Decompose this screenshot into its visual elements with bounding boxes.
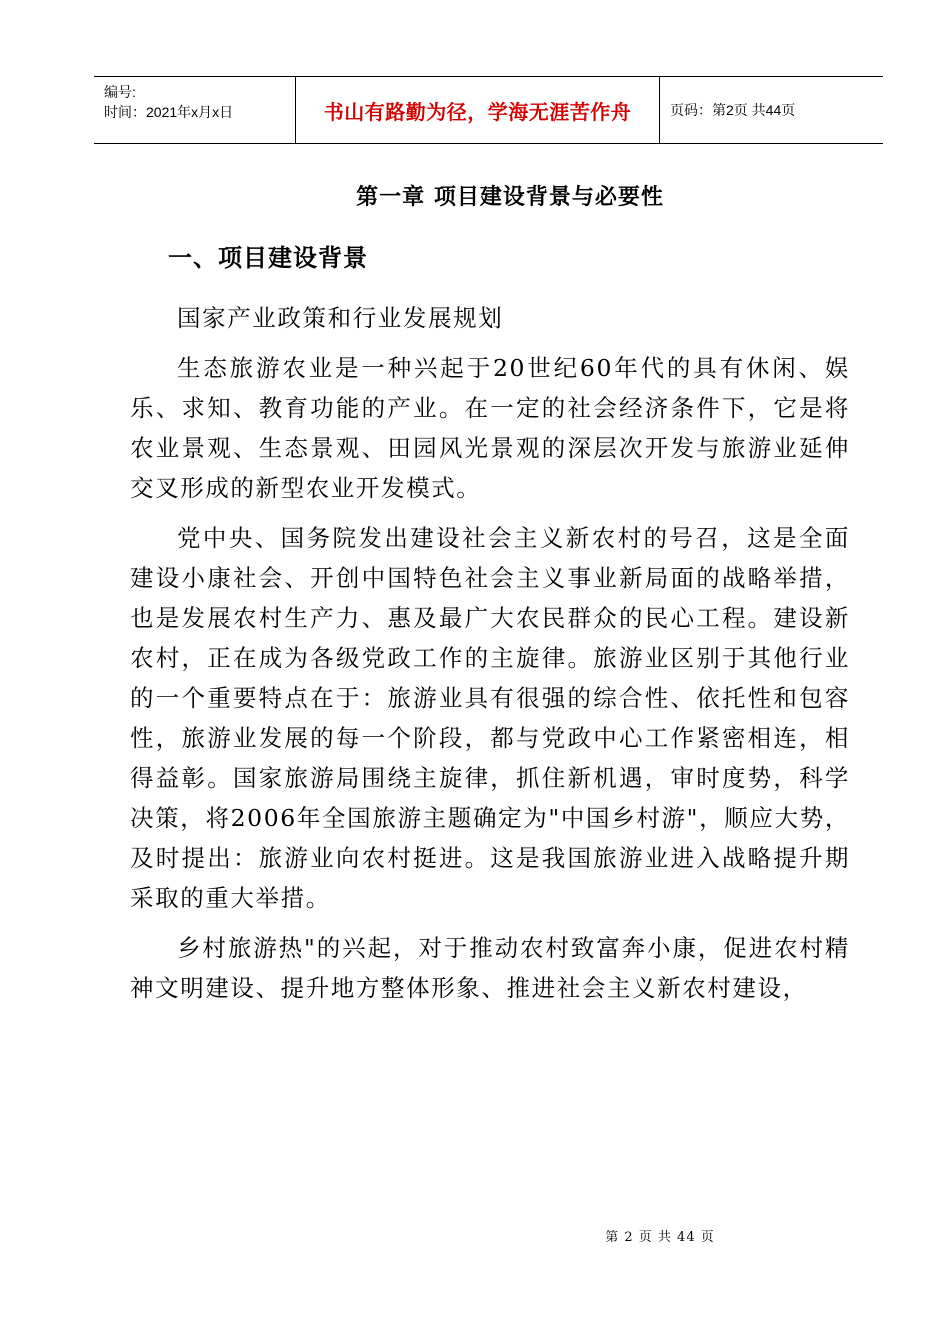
document-time-label: 时间：2021年x月x日 — [104, 104, 234, 120]
section-title: 一、项目建设背景 — [168, 244, 368, 272]
header-motto: 书山有路勤为径，学海无涯苦作舟 — [323, 99, 632, 124]
document-number-label: 编号: — [104, 84, 136, 100]
header-page-cell — [660, 77, 883, 143]
page-header — [94, 76, 883, 144]
paragraph: 国家产业政策和行业发展规划 — [177, 304, 504, 332]
header-page-label: 页码：第2页 共44页 — [670, 102, 796, 118]
paragraph: 生态旅游农业是一种兴起于20世纪60年代的具有休闲、娱乐、求知、教育功能的产业。在一定的社会经济条件下，它是将农业景观、生态景观、田园风光景观的深层次开发与旅游业延伸交叉形成的新型农业开发模式。 — [130, 354, 850, 502]
header-meta — [94, 77, 295, 143]
paragraph: 乡村旅游热"的兴起，对于推动农村致富奔小康，促进农村精神文明建设、提升地方整体形象、推进社会主义新农村建设， — [130, 934, 850, 1002]
chapter-title: 第一章 项目建设背景与必要性 — [356, 185, 664, 210]
page-footer: 第 2 页 共 44 页 — [605, 1230, 715, 1245]
paragraph: 党中央、国务院发出建设社会主义新农村的号召，这是全面建设小康社会、开创中国特色社会主义事业新局面的战略举措，也是发展农村生产力、惠及最广大农民群众的民心工程。建设新农村，正在成为各级党政工作的主旋律。旅游业区别于其他行业的一个重要特点在于：旅游业具有很强的综合性、依托性和包容性，旅游业发展的每一个阶段，都与党政中心工作紧密相连，相得益彰。国家旅游局围绕主旋律，抓住新机遇，审时度势，科学决策，将2006年全国旅游主题确定为"中国乡村游"，顺应大势，及时提出：旅游业向农村挺进。这是我国旅游业进入战略提升期采取的重大举措。 — [130, 524, 850, 912]
header-motto-cell — [295, 77, 660, 143]
body-text — [130, 298, 850, 1008]
